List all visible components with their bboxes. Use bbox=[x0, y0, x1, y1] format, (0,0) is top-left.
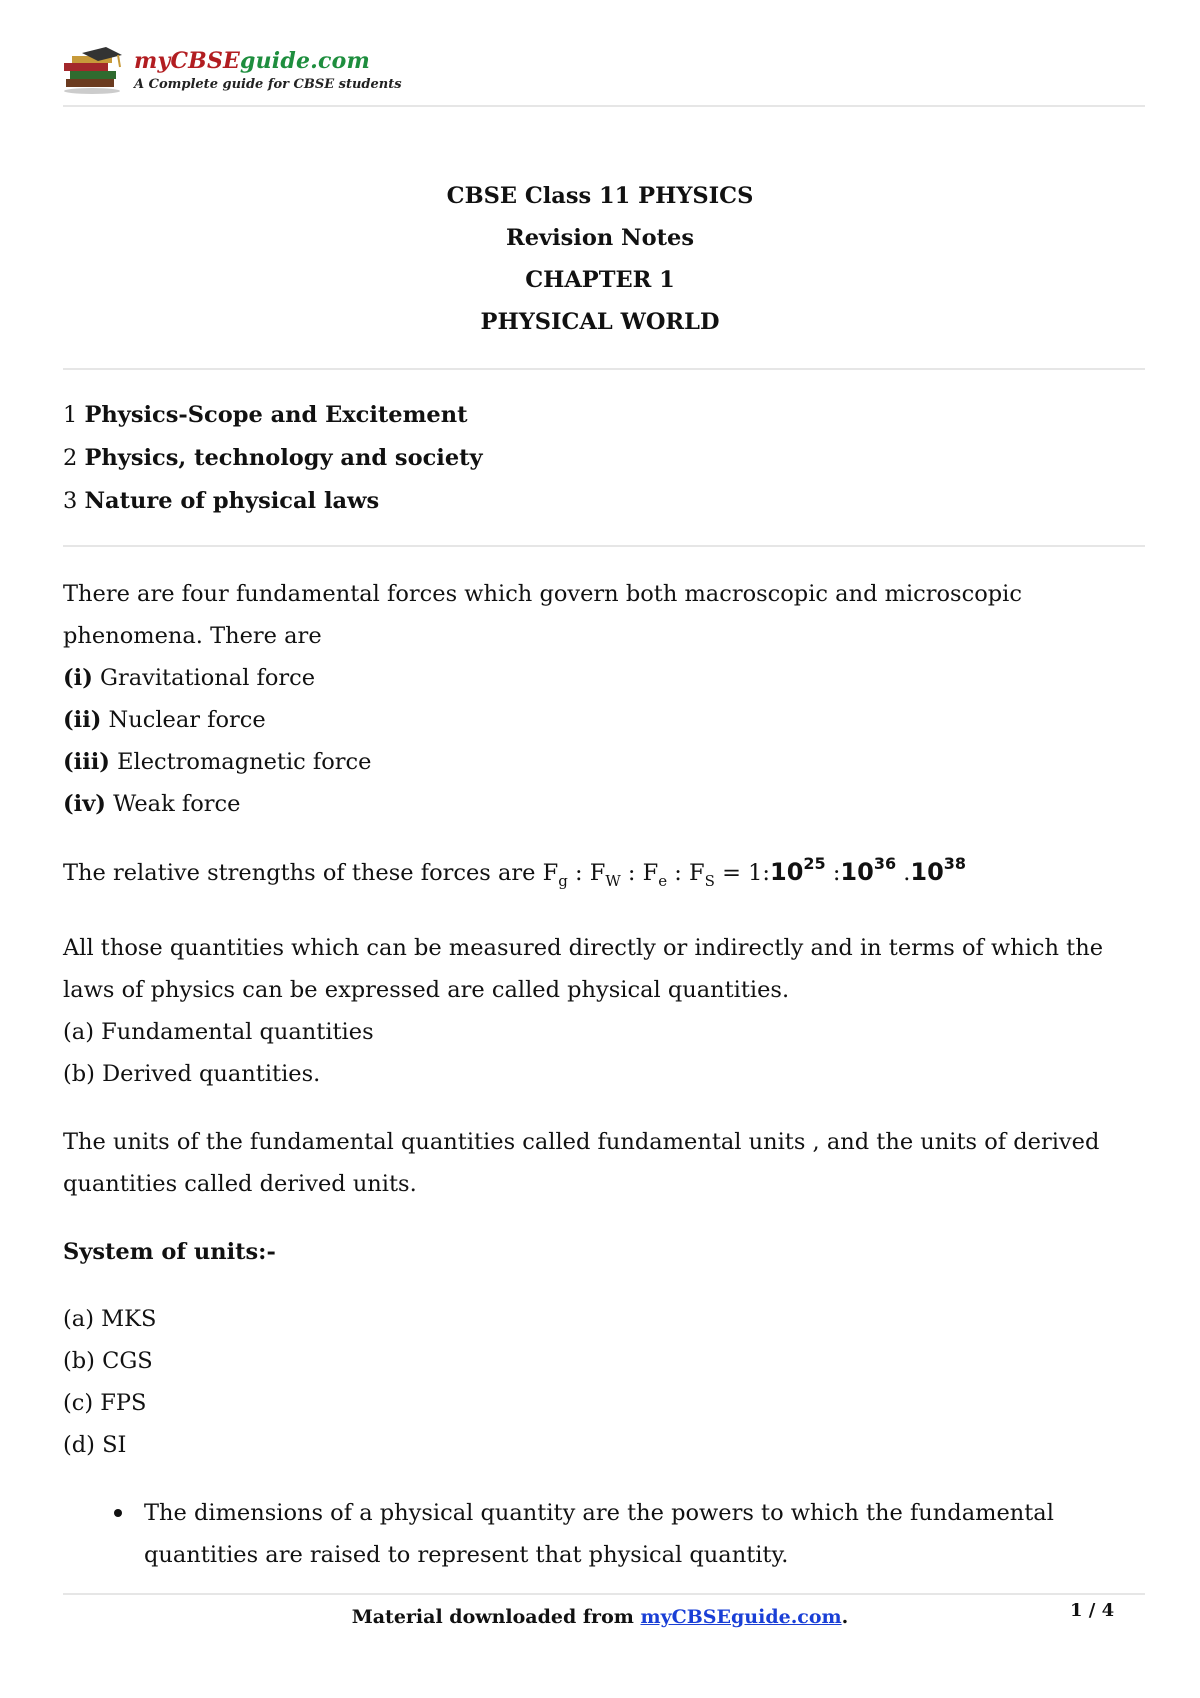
dimensions-line1: The dimensions of a physical quantity are the powers to which the fundamental bbox=[144, 1500, 1054, 1526]
system-item: (a) MKS bbox=[63, 1306, 157, 1332]
doc-title-notes: Revision Notes bbox=[506, 225, 694, 251]
system-item: (b) CGS bbox=[63, 1348, 153, 1374]
force-item: (ii) Nuclear force bbox=[63, 707, 266, 733]
title-divider bbox=[63, 368, 1145, 370]
dimensions-line2: quantities are raised to represent that physical quantity. bbox=[144, 1542, 789, 1568]
quantities-line1: All those quantities which can be measured directly or indirectly and in terms of which the bbox=[63, 935, 1104, 961]
doc-title-chapter-name: PHYSICAL WORLD bbox=[480, 309, 720, 335]
relative-strengths: The relative strengths of these forces are $F_g$ : $F_W$ : $F_e$ : $F_S$ = $1:10^{25}$ $:10^{36}$ $.10^{38}$ bbox=[63, 854, 967, 890]
units-line1: The units of the fundamental quantities called fundamental units , and the units of derived bbox=[63, 1129, 1100, 1155]
page-number: 1 / 4 bbox=[1070, 1600, 1115, 1621]
footer-note: Material downloaded from myCBSEguide.com. bbox=[351, 1606, 849, 1628]
topics-divider bbox=[63, 545, 1145, 547]
force-item: (i) Gravitational force bbox=[63, 665, 316, 691]
topic-item: 1 Physics-Scope and Excitement bbox=[63, 402, 468, 428]
systems-heading: System of units:- bbox=[63, 1239, 276, 1265]
site-logo[interactable] bbox=[62, 45, 402, 97]
doc-title-chapter: CHAPTER 1 bbox=[525, 267, 675, 293]
logo-subtitle: A Complete guide for CBSE students bbox=[134, 77, 402, 92]
footer-divider bbox=[63, 1593, 1145, 1595]
units-line2: quantities called derived units. bbox=[63, 1171, 417, 1197]
books-logo-icon bbox=[62, 45, 130, 97]
quantity-type: (a) Fundamental quantities bbox=[63, 1019, 374, 1045]
force-item: (iii) Electromagnetic force bbox=[63, 749, 372, 775]
header-divider bbox=[63, 105, 1145, 107]
system-item: (c) FPS bbox=[63, 1390, 147, 1416]
bullet-dot-icon bbox=[114, 1509, 122, 1517]
forces-intro-line1: There are four fundamental forces which govern both macroscopic and microscopic bbox=[63, 581, 1022, 607]
logo-title: myCBSEguide.com bbox=[134, 48, 370, 74]
quantities-line2: laws of physics can be expressed are called physical quantities. bbox=[63, 977, 790, 1003]
topic-item: 2 Physics, technology and society bbox=[63, 445, 483, 471]
forces-intro-line2: phenomena. There are bbox=[63, 623, 322, 649]
system-item: (d) SI bbox=[63, 1432, 127, 1458]
footer-link[interactable]: myCBSEguide.com bbox=[640, 1606, 842, 1628]
quantity-type: (b) Derived quantities. bbox=[63, 1061, 321, 1087]
force-item: (iv) Weak force bbox=[63, 791, 241, 817]
doc-title-class: CBSE Class 11 PHYSICS bbox=[446, 183, 754, 209]
topic-item: 3 Nature of physical laws bbox=[63, 488, 380, 514]
